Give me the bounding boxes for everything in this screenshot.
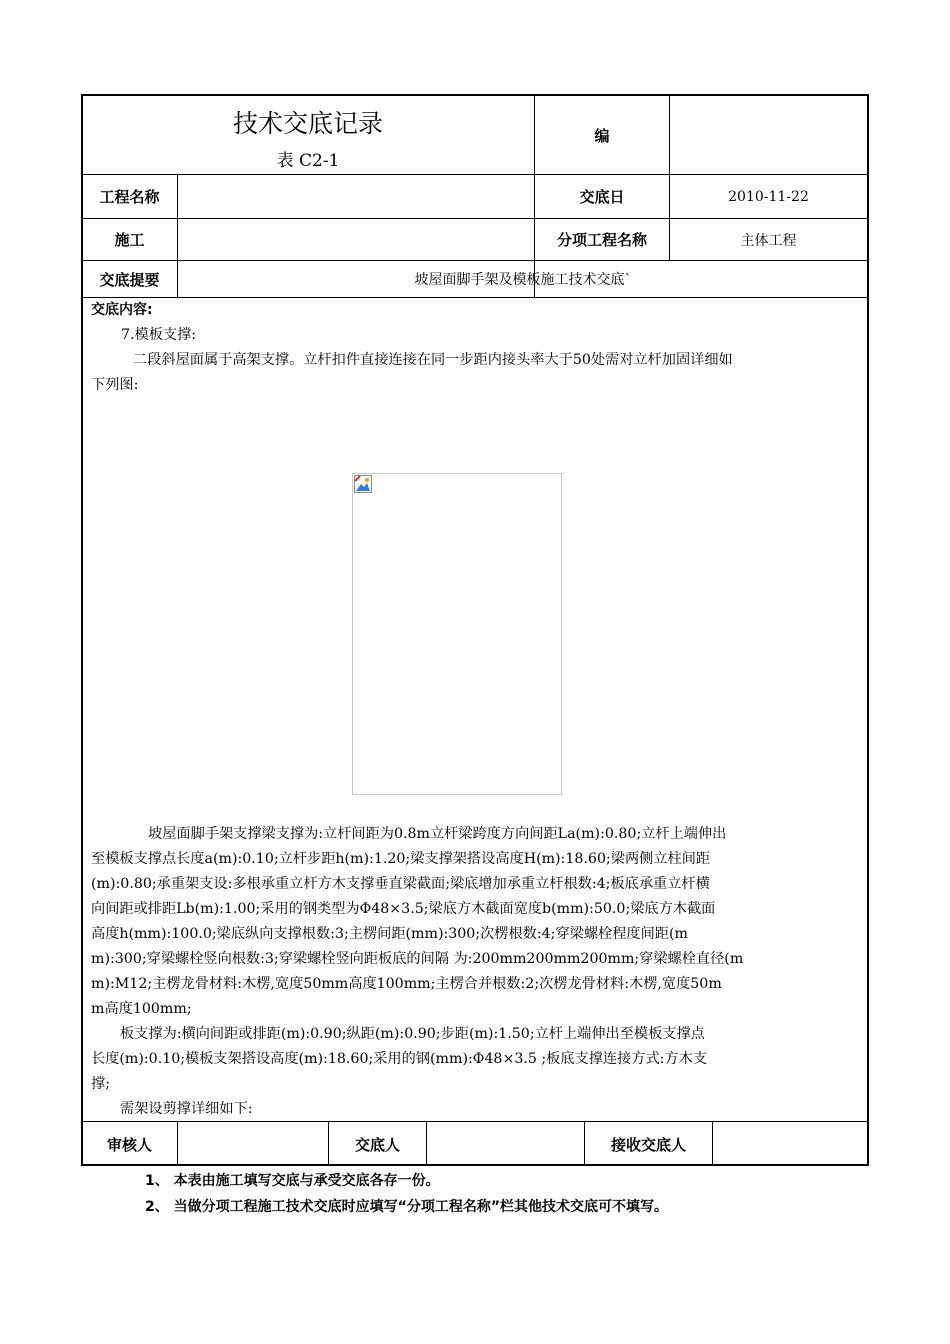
content-para2 <box>91 822 866 1122</box>
discloser-value <box>427 1122 584 1166</box>
para2-line: m):M12;主楞龙骨材料:木楞,宽度50mm高度100mm;主楞合并根数:2;次楞龙骨材料:木楞,宽度50m <box>91 976 722 992</box>
form-number: 表 C2-1 <box>276 150 340 171</box>
subproject-value: 主体工程 <box>740 232 797 249</box>
content-heading <box>91 298 153 323</box>
bian-label: 编 <box>594 126 610 145</box>
figure-placeholder <box>352 473 562 795</box>
para2-line: 至模板支撑点长度a(m):0.10;立杆步距h(m):1.20;梁支撑架搭设高度H(m):18.60;梁两侧立柱间距 <box>91 851 711 867</box>
reviewer-label: 审核人 <box>106 1135 152 1154</box>
discloser-label: 交底人 <box>354 1135 400 1154</box>
para2-line: (m):0.80;承重架支设:多根承重立杆方木支撑垂直梁截面;梁底增加承重立杆根数:4;板底承重立杆横 <box>91 876 710 892</box>
receiver-value <box>713 1122 867 1166</box>
content-para1-line2: 下列图: <box>91 377 139 393</box>
para4-line: 需架设剪撑详细如下: <box>120 1101 253 1117</box>
note-item: 1、 本表由施工填写交底与承受交底各存一份。 <box>145 1173 440 1189</box>
receiver-label: 接收交底人 <box>610 1135 686 1154</box>
content-heading-text: 交底内容: <box>91 302 153 318</box>
construction-label: 施工 <box>114 231 145 249</box>
summary-label: 交底提要 <box>99 270 160 289</box>
note-item: 2、 当做分项工程施工技术交底时应填写“分项工程名称”栏其他技术交底可不填写。 <box>145 1199 669 1215</box>
reviewer-value <box>178 1122 328 1166</box>
project-name-label: 工程名称 <box>99 188 160 206</box>
summary-value: 坡屋面脚手架及模板施工技术交底` <box>414 272 632 288</box>
para3-line: 撑; <box>91 1076 110 1092</box>
para2-line: 高度h(mm):100.0;梁底纵向支撑根数:3;主楞间距(mm):300;次楞根数:4;穿梁螺栓程度间距(m <box>91 926 688 942</box>
para2-line: 坡屋面脚手架支撑梁支撑为:立杆间距为0.8m立杆梁跨度方向间距La(m):0.80;立杆上端伸出 <box>148 826 727 842</box>
row-divider <box>82 297 868 298</box>
para2-line: m):300;穿梁螺栓竖向根数:3;穿梁螺栓竖向距板底的间隔 为:200mm200mm200mm;穿梁螺栓直径(m <box>91 951 744 967</box>
content-item: 7.模板支撑: <box>121 327 197 343</box>
construction-value <box>178 219 534 260</box>
date-label: 交底日 <box>579 188 625 206</box>
para2-line: m高度100mm; <box>91 1001 192 1017</box>
project-name-value <box>178 175 534 218</box>
para3-line: 长度(m):0.10;模板支架搭设高度(m):18.60;采用的钢(mm):Φ48×3.5 ;板底支撑连接方式:方木支 <box>91 1051 708 1067</box>
subproject-label: 分项工程名称 <box>556 231 647 249</box>
content-para1-line1: 二段斜屋面属于高架支撑。立杆扣件直接连接在同一步距内接头率大于50处需对立杆加固详细如 <box>133 352 733 368</box>
bian-value <box>670 95 867 174</box>
page-title: 技术交底记录 <box>232 109 383 138</box>
para3-line: 板支撑为:横向间距或排距(m):0.90;纵距(m):0.90;步距(m):1.50;立杆上端伸出至模板支撑点 <box>120 1026 705 1042</box>
broken-image-icon <box>354 475 372 493</box>
para2-line: 向间距或排距Lb(m):1.00;采用的钢类型为Φ48×3.5;梁底方木截面宽度b(mm):50.0;梁底方木截面 <box>91 901 716 917</box>
date-value: 2010-11-22 <box>728 188 809 205</box>
